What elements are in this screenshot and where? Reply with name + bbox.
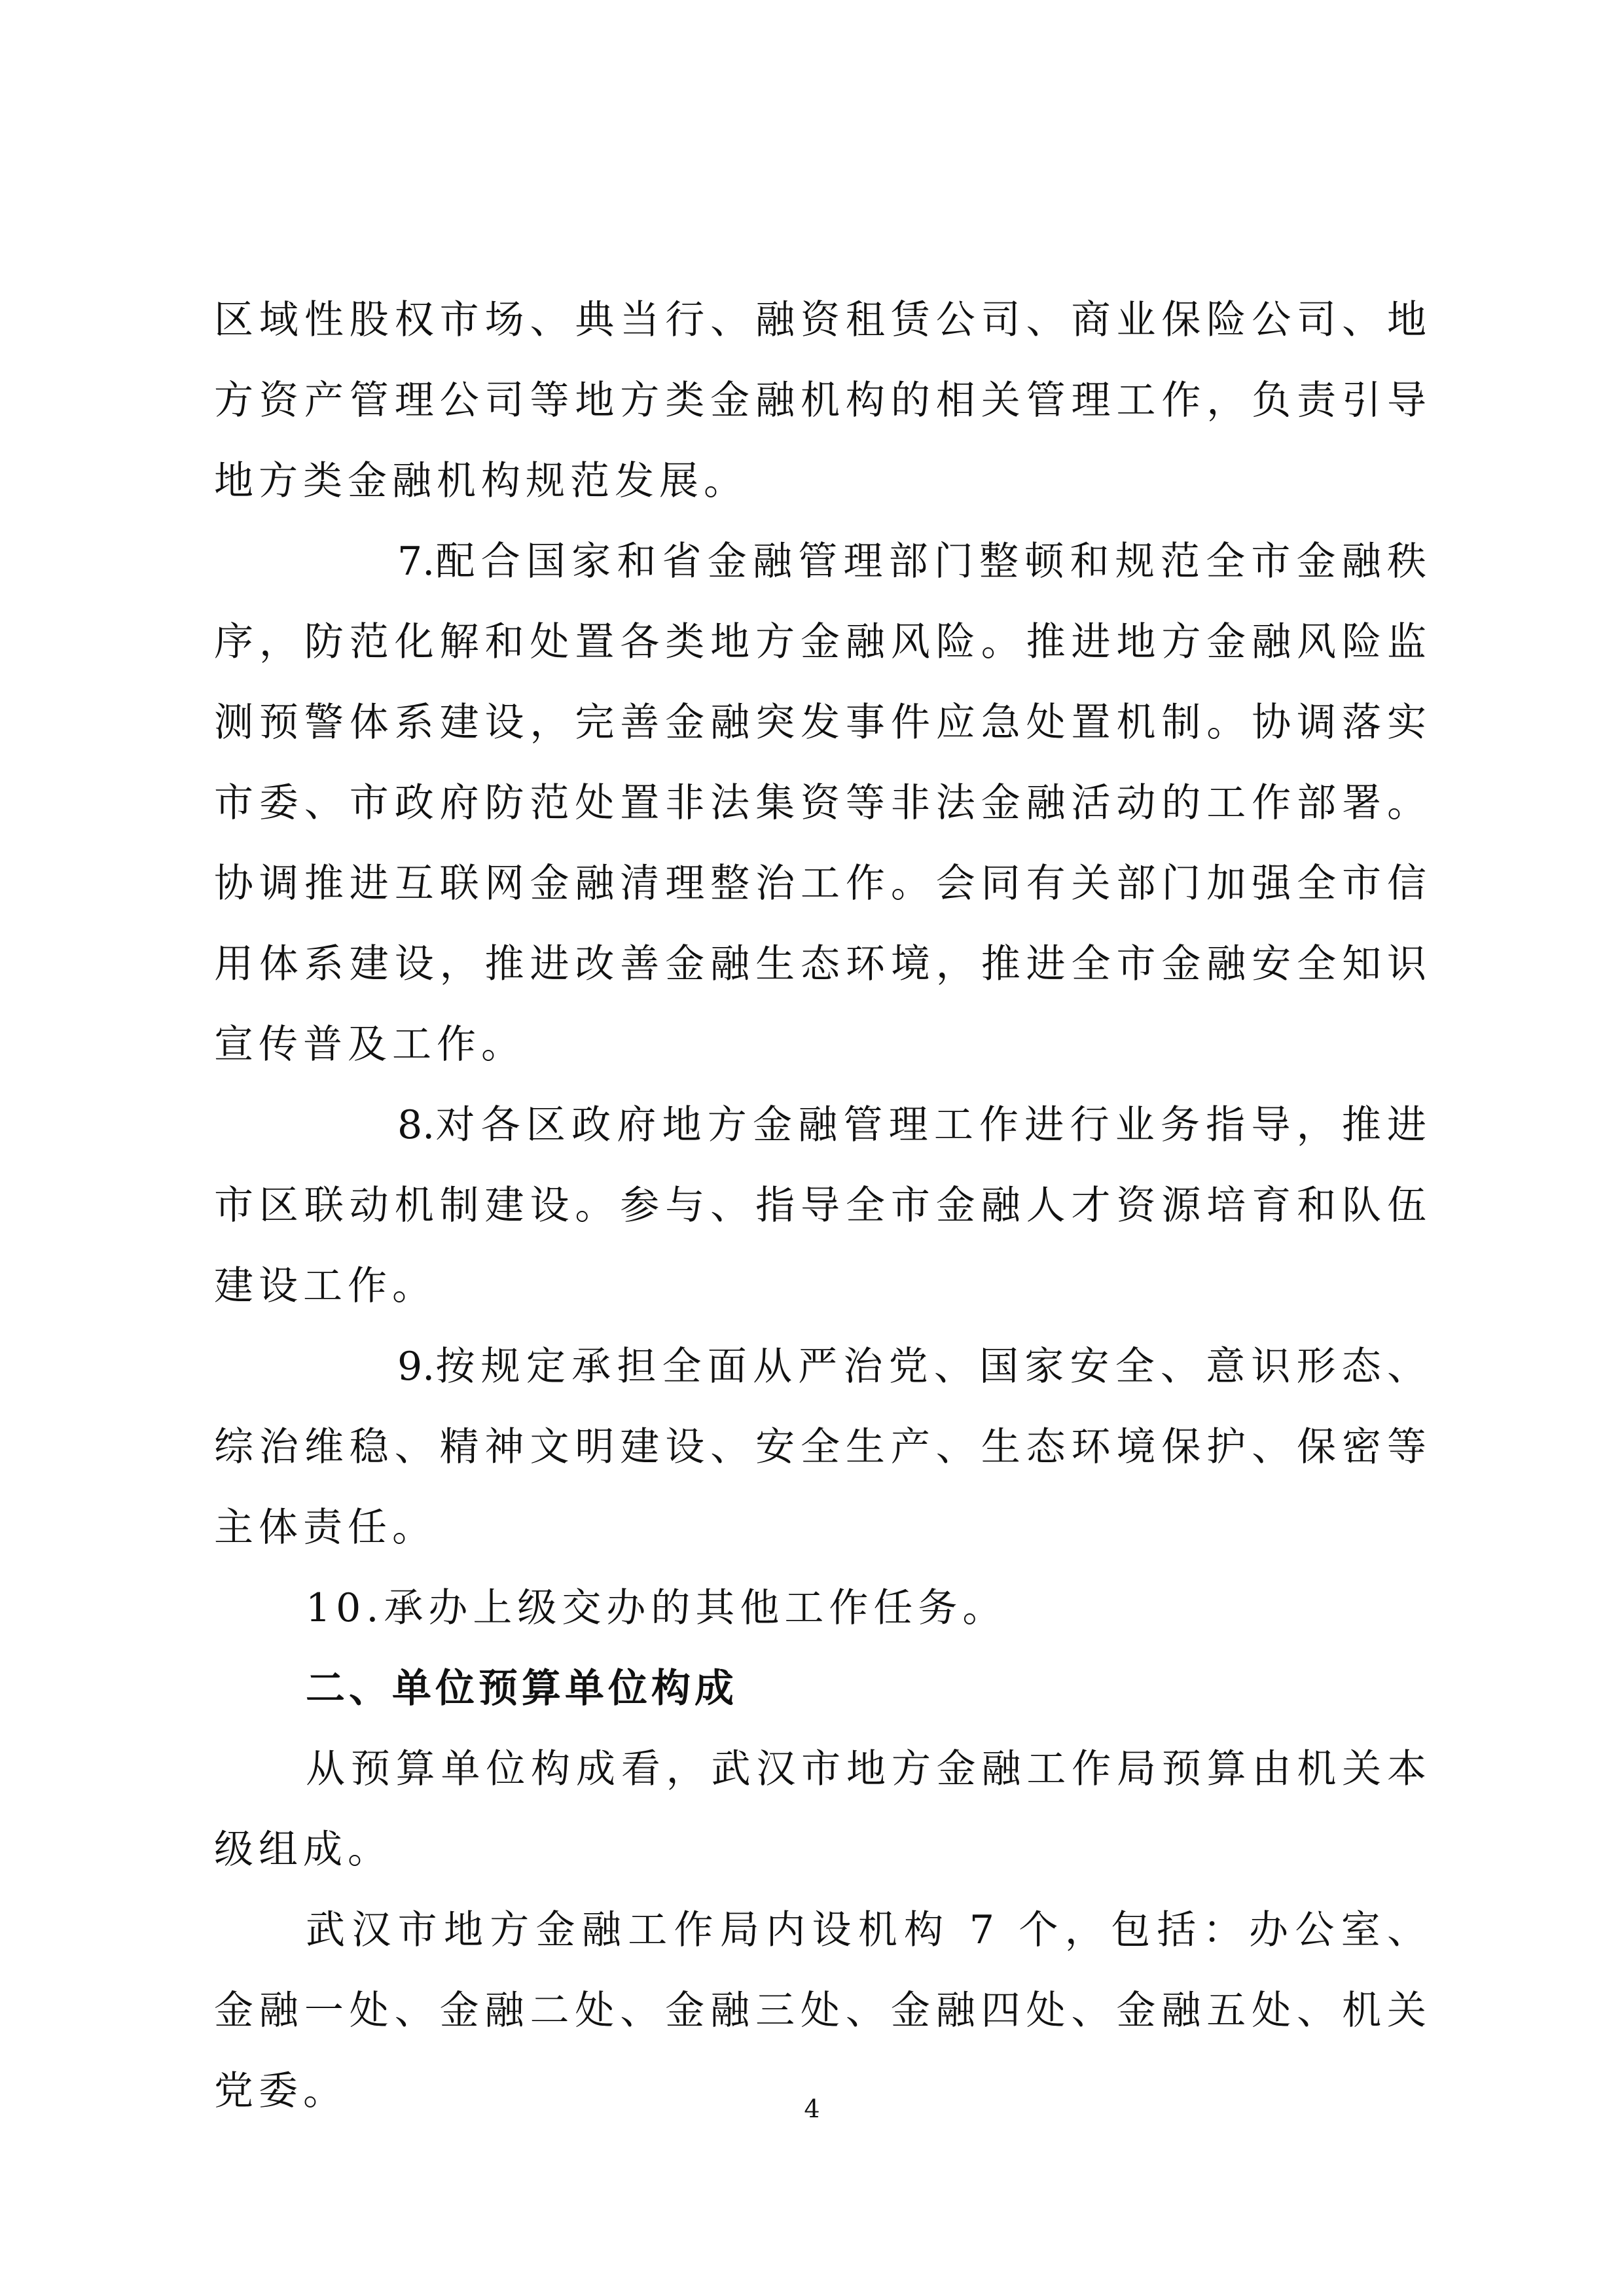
item-number: 9. [397, 1344, 435, 1390]
paragraph-item-10 [214, 1568, 1432, 1649]
section-paragraph-departments: 武汉市地方金融工作局内设机构 7 个，包括：办公室、金融一处、金融二处、金融三处、金融四处、金融五处、机关党委。 [214, 1907, 1432, 2114]
page-number: 4 [804, 2094, 820, 2123]
paragraph-text: 配合国家和省金融管理部门整顿和规范全市金融秩序，防范化解和处置各类地方金融风险。推进地方金融风险监测预警体系建设，完善金融突发事件应急处置机制。协调落实市委、市政府防范处置非法集资等非法金融活动的工作部署。协调推进互联网金融清理整治工作。会同有关部门加强全市信用体系建设，推进改善金融生态环境，推进全市金融安全知识宣传普及工作。 [214, 539, 1432, 1067]
body-text [214, 280, 1432, 2132]
section-heading: 二、单位预算单位构成 [306, 1666, 738, 1712]
item-number: 8. [397, 1102, 435, 1148]
paragraph-text: 承办上级交办的其他工作任务。 [384, 1585, 1007, 1631]
paragraph-item-7 [214, 522, 1432, 1085]
section-paragraph-composition: 从预算单位构成看，武汉市地方金融工作局预算由机关本级组成。 [214, 1746, 1432, 1873]
paragraph-continuation [214, 280, 1432, 522]
paragraph-text: 对各区政府地方金融管理工作进行业务指导，推进市区联动机制建设。参与、指导全市金融人才资源培育和队伍建设工作。 [214, 1102, 1432, 1309]
paragraph-text: 按规定承担全面从严治党、国家安全、意识形态、综治维稳、精神文明建设、安全生产、生态环境保护、保密等主体责任。 [214, 1344, 1432, 1551]
paragraph-item-9 [214, 1327, 1432, 1568]
paragraph-text: 区域性股权市场、典当行、融资租赁公司、商业保险公司、地方资产管理公司等地方类金融机构的相关管理工作，负责引导地方类金融机构规范发展。 [214, 297, 1432, 504]
item-number: 7. [397, 539, 435, 584]
item-number: 10. [306, 1585, 384, 1631]
paragraph-item-8 [214, 1085, 1432, 1327]
